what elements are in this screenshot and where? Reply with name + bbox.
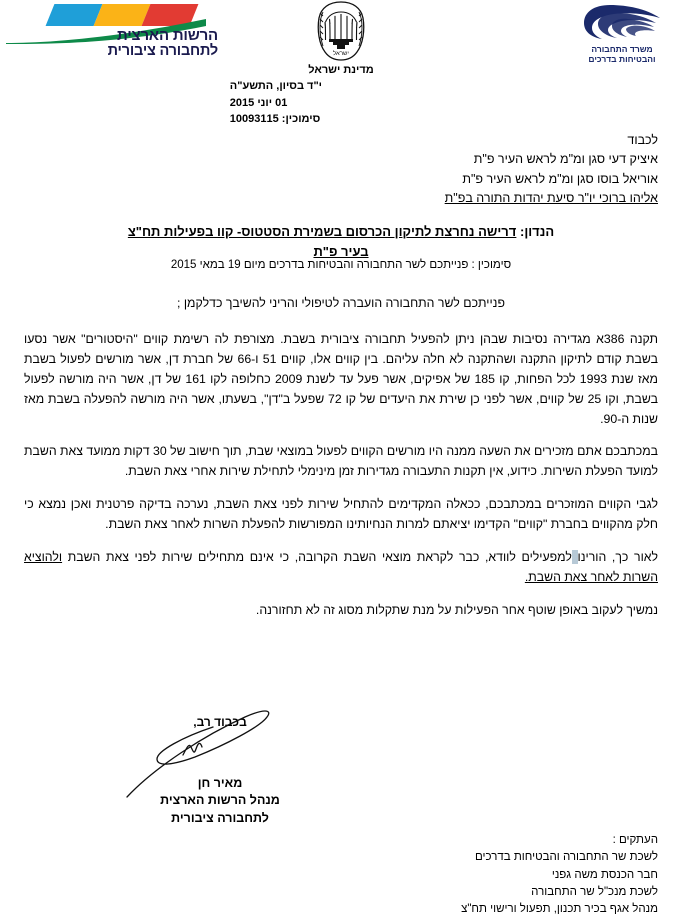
signer-title-2: לתחבורה ציבורית: [171, 810, 269, 825]
signer-title-1: מנהל הרשות הארצית: [160, 793, 280, 808]
body-paragraph-4: [24, 548, 658, 588]
copies-label: העתקים :: [612, 834, 658, 846]
subject-first-line: [24, 222, 658, 242]
recipient-3: אליהו ברוכי יו"ר סיעת יהדות התורה בפ"ת: [444, 191, 658, 206]
body-paragraph-1: תקנה 386א מגדירה נסיבות שבהן ניתן להפעיל תחבורה ציבורית בשבת. מצורפת לה רשימת קווים "היסטורים" אשר נסעו בשבת קודם לתיקון התקנה ושהתקנה לא חלה עליהם. בין קווים אלו, קווים 51 ו-66 של חברת דן, אשר מורשים לפעול בשבת מאז שנת 1993 לכל הפחות, קו 185 של אפיקים, אשר פעל עד לשנת 2009 כחלופה לקו 161 של דן, אשר היה מורשה לפעול בשבת, וקו 25 של קווים, אשר לפני כן שירת את היעדים של קו 72 שפעל ב"דן", בשעתו, אשר היה מורשה להפעלה בשבת מאז שנות ה-90.: [24, 331, 658, 426]
ministry-logo-line1: משרד התחבורה: [591, 44, 653, 54]
p4-middle: למפעילים לוודא, כבר לקראת מוצאי השבת הקרובה, כי אינם מתחילים שירות לפני צאת השבת: [62, 550, 572, 565]
copy-recipient-2: חבר הכנסת משה גפני: [551, 868, 658, 881]
recipient-1: איציק דעי סגן ומ"מ לראש העיר פ"ת: [473, 152, 658, 167]
state-of-israel-emblem: [276, 0, 406, 76]
signature-regards: בכבוד רב,: [193, 715, 247, 729]
p4-underlined: ולהוציא השרות לאחר צאת השבת.: [24, 550, 658, 584]
copy-recipient-1: לשכת שר התחבורה והבטיחות בדרכים: [474, 851, 658, 864]
recipient-2: אוריאל בוסו סגן ומ"מ לראש העיר פ"ת: [462, 171, 658, 186]
addressee-block: [445, 131, 658, 209]
letter-body: [24, 294, 658, 634]
emblem-inscription: ישראל: [333, 51, 349, 57]
subject-line-1: דרישה נחרצת לתיקון הכרסום בשמירת הסטטוס- קוו בפעילות תח"צ: [127, 224, 517, 239]
body-intro: פנייתכם לשר התחבורה הועברה לטיפולי והריני להשיבך כדלקמן ;: [177, 296, 505, 310]
subject-reference: סימוכין : פנייתכם לשר התחבורה והבטיחות בדרכים מיום 19 במאי 2015: [170, 259, 512, 271]
signer-details: [100, 775, 340, 827]
copy-recipient-3: לשכת מנכ"ל שר התחבורה: [531, 885, 658, 898]
subject-line-2: בעיר פ"ת: [313, 244, 369, 260]
ministry-swoosh-icon: [580, 4, 664, 42]
ministry-of-transport-logo: [566, 4, 678, 64]
emblem-caption: מדינת ישראל: [308, 64, 374, 76]
ministry-logo-text: [566, 44, 678, 64]
body-closing: נמשיך לעקוב באופן שוטף אחר הפעילות על מנת שתקלות מסוג זה לא תחזורנה.: [255, 602, 658, 617]
gregorian-date: 01 יוני 2015: [229, 96, 288, 109]
subject-label: הנדון:: [519, 224, 555, 239]
menorah-emblem-icon: [313, 0, 369, 62]
logo-text: [108, 28, 218, 59]
salutation: לכבוד: [627, 133, 658, 147]
date-block: [230, 78, 322, 128]
hebrew-date: י"ד בסיון, התשע"ה: [229, 80, 322, 92]
body-paragraph-3: לגבי הקווים המוזכרים במכתבכם, ככאלה המקדימים להתחיל שירות לפני צאת השבת, נערכה בדיקה פרטנית ואכן נמצא כי חלק מהקווים בחברת "קווים" הקדימו יציאתם למרות הנחיותינו המפורשות להפעלת השרות לאחר צאת השבת.: [24, 497, 658, 532]
reference-number: סימוכין: 10093115: [229, 113, 321, 125]
ministry-logo-line2: והבטיחות בדרכים: [588, 54, 656, 65]
signer-name: מאיר חן: [197, 776, 243, 790]
copies-block: [461, 832, 658, 918]
logo-text-line1: הרשות הארצית: [116, 27, 218, 44]
body-paragraph-2: במכתבכם אתם מזכירים את השעה ממנה היו מורשים הקווים לפעול במוצאי שבת, תוך חישוב של 30 דקות ממועד צאת השבת למועד הפעלת השירות. כידוע, אין תקנות התעבורה מגדירות זמן מינימלי לתחילת שירות אחרי צאת השבת.: [24, 444, 659, 479]
letterhead: [0, 0, 682, 78]
subject-block: [24, 222, 658, 262]
national-public-transport-authority-logo: [6, 2, 218, 64]
p4-before: לאור כך, הורינו: [577, 550, 658, 565]
logo-text-line2: לתחבורה ציבורית: [107, 42, 218, 59]
copy-recipient-4: מנהל אגף בכיר תכנון, תפעול ורישוי תח"צ: [461, 903, 658, 915]
